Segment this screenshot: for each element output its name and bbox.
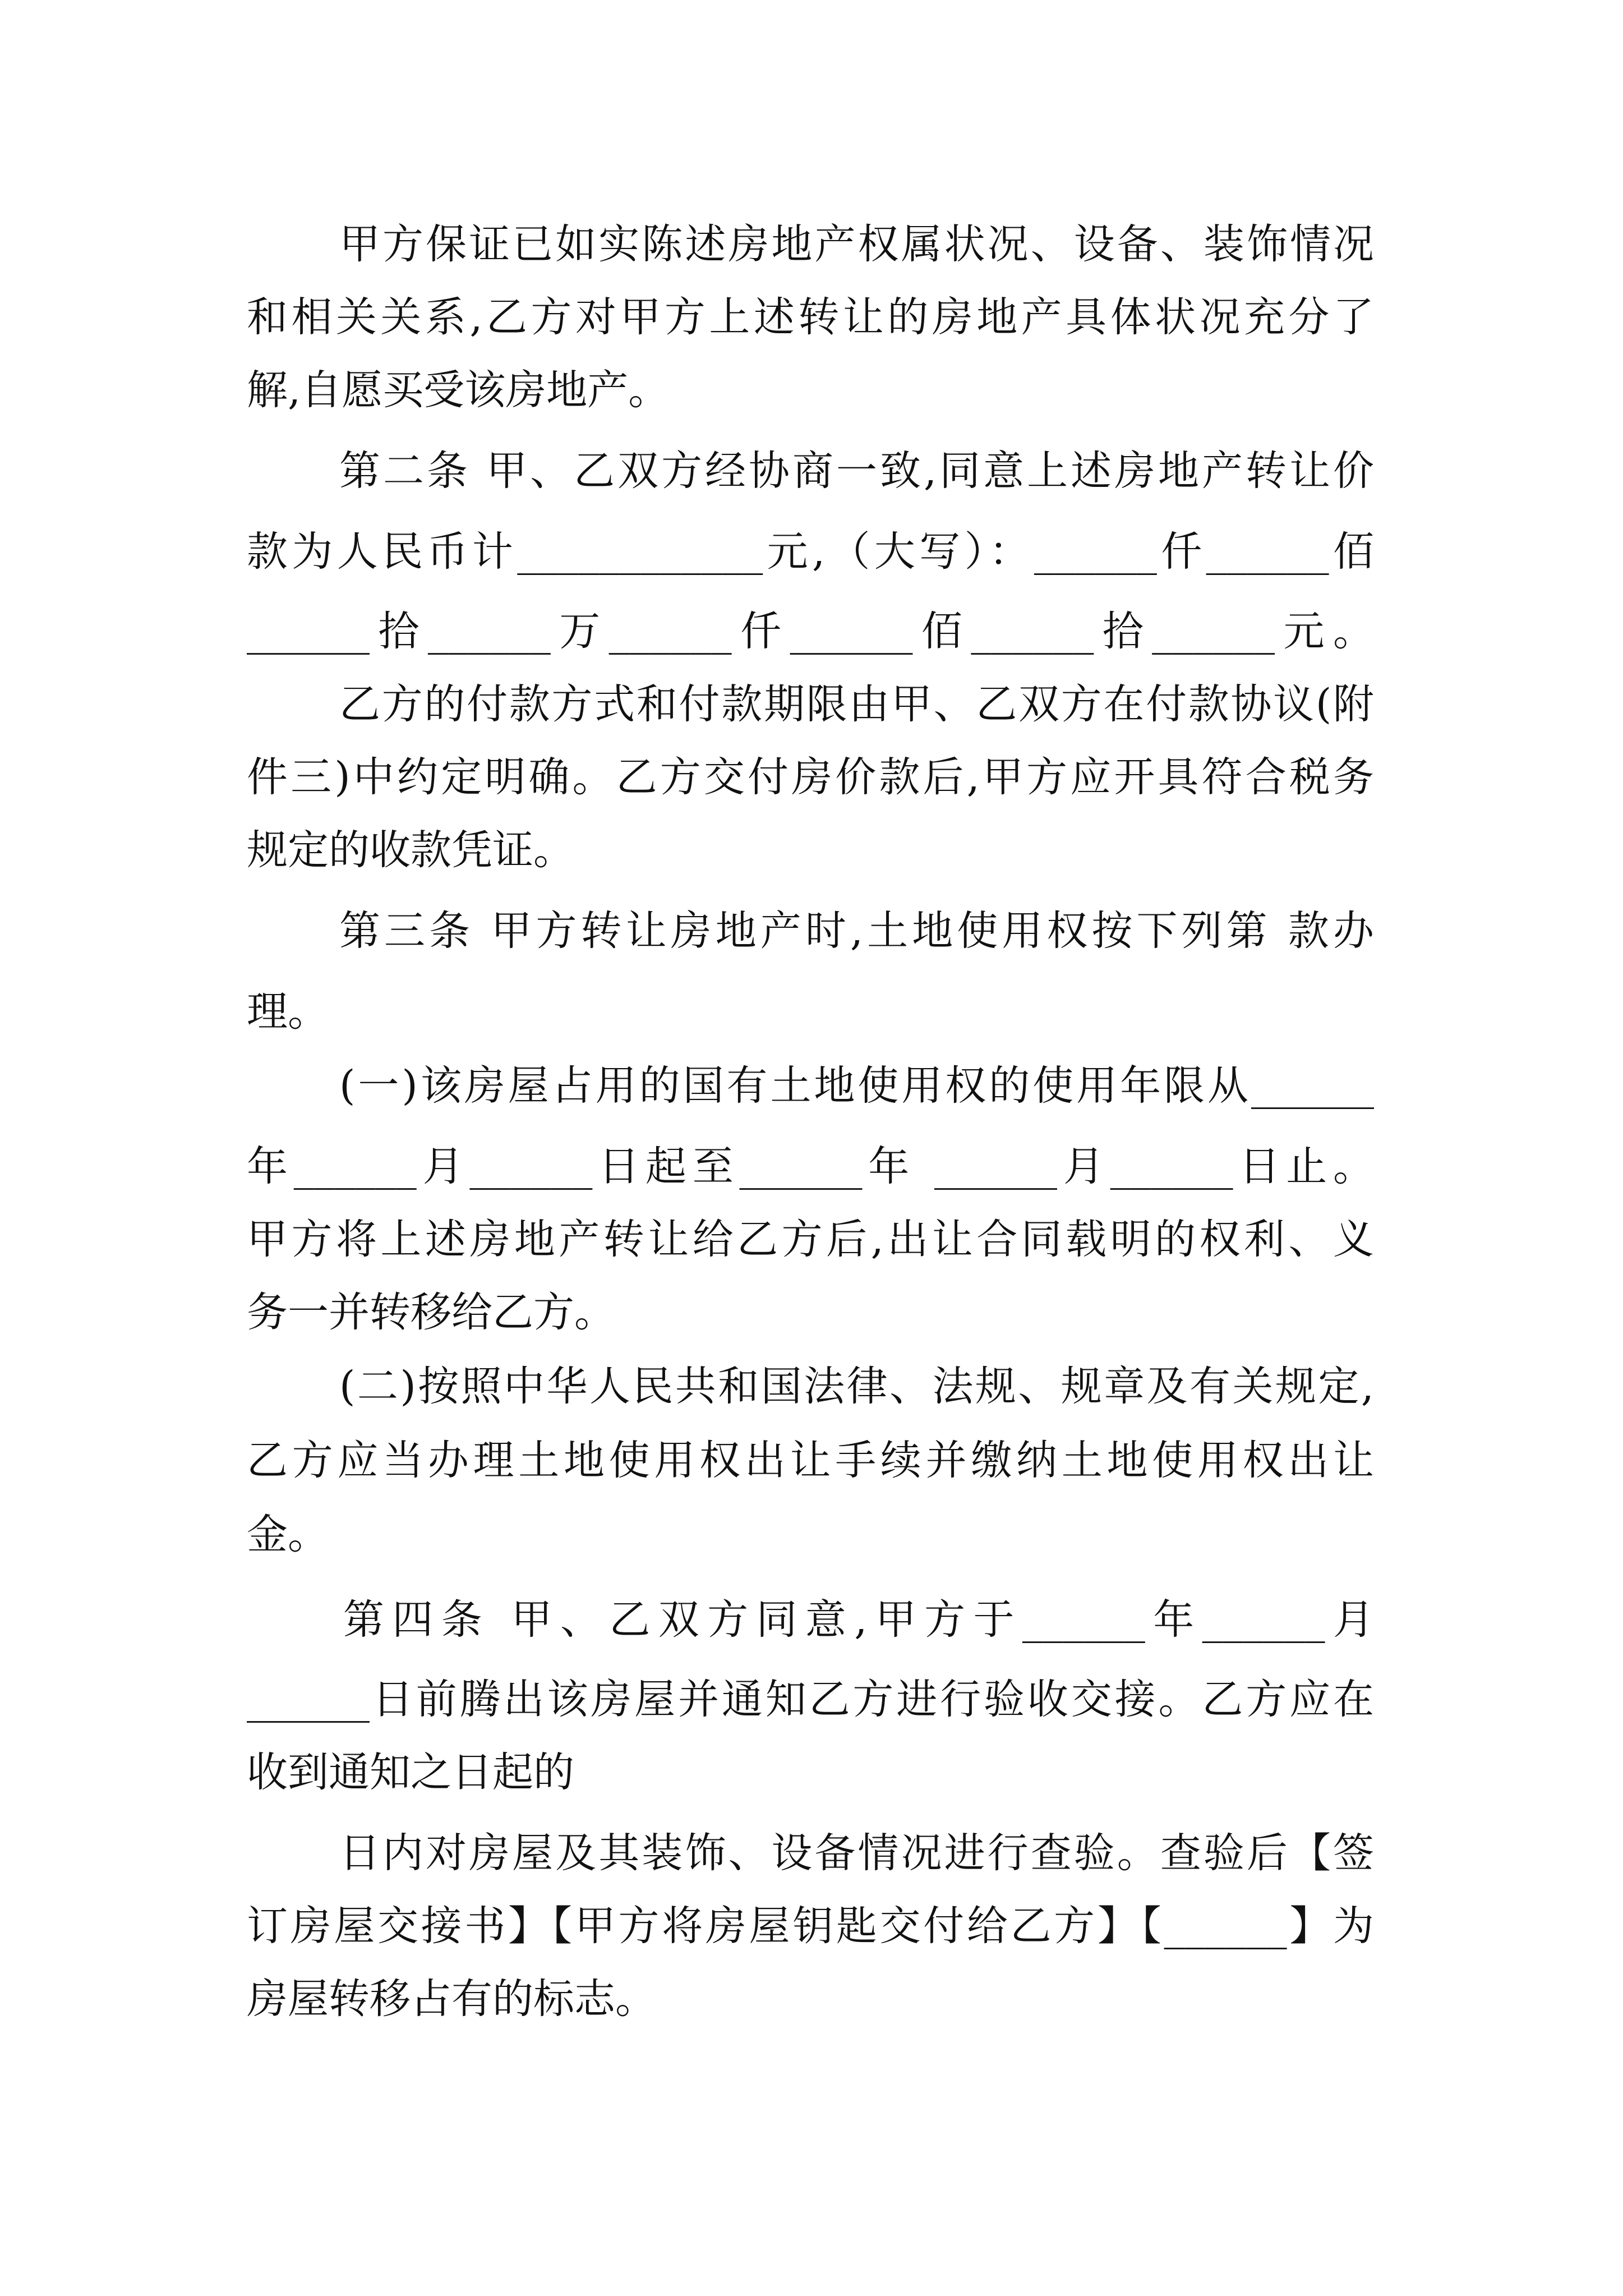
- text-line: 规定的收款凭证。: [247, 826, 574, 874]
- text-line: 第四条 甲、乙双方同意,甲方于______年______月: [343, 1596, 1374, 1644]
- text-line: 收到通知之日起的: [247, 1749, 574, 1796]
- text-line: 和相关关系,乙方对甲方上述转让的房地产具体状况充分了: [247, 293, 1374, 341]
- text-line: 金。: [247, 1511, 329, 1558]
- text-line: 日内对房屋及其装饰、设备情况进行查验。查验后【签: [339, 1829, 1374, 1877]
- text-line: (一)该房屋占用的国有土地使用权的使用年限从______: [339, 1062, 1374, 1110]
- text-line: 解,自愿买受该房地产。: [247, 366, 670, 414]
- text-line: 乙方的付款方式和付款期限由甲、乙双方在付款协议(附: [339, 680, 1374, 728]
- text-line: 第二条 甲、乙双方经协商一致,同意上述房地产转让价: [339, 447, 1374, 495]
- text-line: ______日前腾出该房屋并通知乙方进行验收交接。乙方应在: [247, 1676, 1374, 1723]
- text-line: 款为人民币计____________元,（大写）：______仟______佰: [247, 528, 1374, 576]
- text-line: 年______月______日起至______年 ______月______日止。: [247, 1143, 1374, 1190]
- text-line: 订房屋交接书】【甲方将房屋钥匙交付给乙方】【______】为: [247, 1902, 1374, 1950]
- text-line: ______拾______万______仟______佰______拾______元。: [247, 608, 1374, 655]
- text-line: 理。: [247, 988, 329, 1036]
- text-line: 件三)中约定明确。乙方交付房价款后,甲方应开具符合税务: [247, 753, 1374, 801]
- text-line: 甲方保证已如实陈述房地产权属状况、设备、装饰情况: [339, 220, 1374, 268]
- text-line: 房屋转移占有的标志。: [247, 1975, 656, 2023]
- text-line: 乙方应当办理土地使用权出让手续并缴纳土地使用权出让: [247, 1437, 1374, 1484]
- text-line: 第三条 甲方转让房地产时,土地使用权按下列第 款办: [339, 907, 1374, 955]
- text-line: 务一并转移给乙方。: [247, 1289, 615, 1336]
- text-line: 甲方将上述房地产转让给乙方后,出让合同载明的权利、义: [247, 1216, 1374, 1263]
- text-line: (二)按照中华人民共和国法律、法规、规章及有关规定,: [339, 1363, 1374, 1410]
